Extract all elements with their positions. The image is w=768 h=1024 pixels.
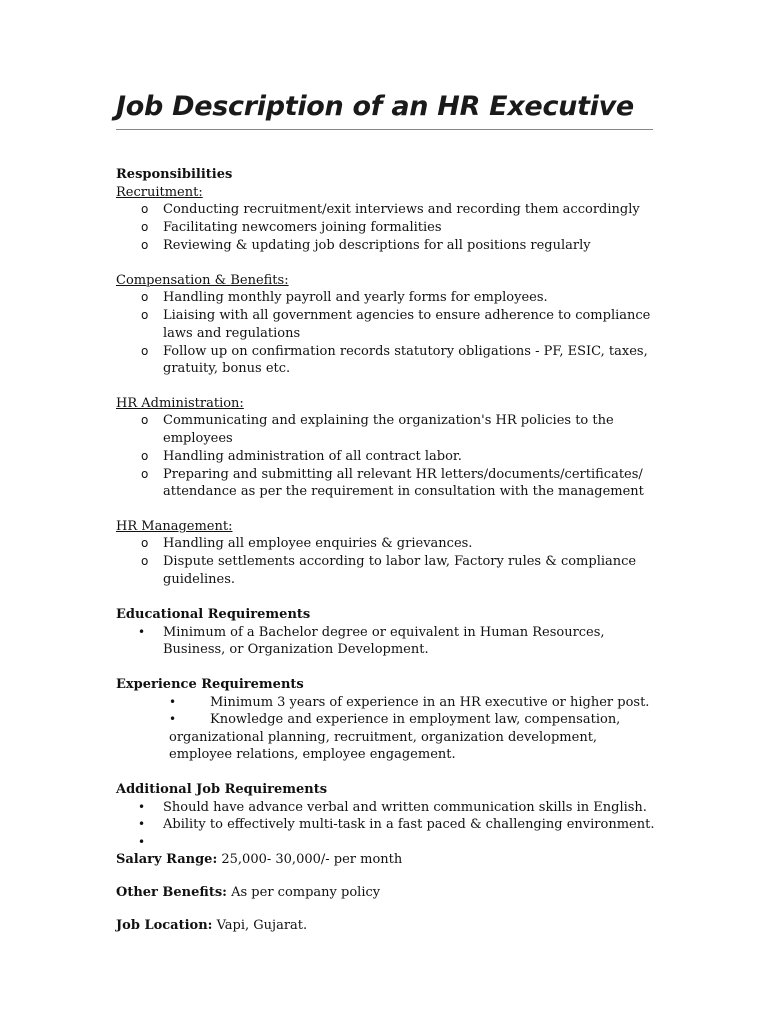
salary-label: Salary Range: <box>116 851 218 867</box>
benefits-value: As per company policy <box>226 884 381 900</box>
document-page <box>116 88 656 935</box>
additional-heading: Additional Job Requirements <box>116 781 328 797</box>
management-subheading: HR Management: <box>116 519 233 534</box>
administration-subheading: HR Administration: <box>116 396 244 411</box>
list-item-empty <box>116 834 656 851</box>
education-section <box>116 606 656 659</box>
list-item: o Preparing and submitting all relevant HR letters/documents/certificates/ attendance as per the requirement in consultation with the management <box>116 466 656 501</box>
list-item: o Reviewing & updating job descriptions for all positions regularly <box>116 237 656 255</box>
list-item: • Minimum of a Bachelor degree or equivalent in Human Resources, Business, or Organization Development. <box>116 624 656 659</box>
list-item: • Ability to effectively multi-task in a fast paced & challenging environment. <box>116 816 656 834</box>
location-label: Job Location: <box>116 917 213 933</box>
recruitment-subheading: Recruitment: <box>116 185 203 200</box>
job-location <box>116 917 656 935</box>
list-item: o Follow up on confirmation records statutory obligations - PF, ESIC, taxes, gratuity, bonus etc. <box>116 343 656 378</box>
list-item-text: Minimum 3 years of experience in an HR executive or higher post. <box>210 694 650 710</box>
list-item: o Handling administration of all contract labor. <box>116 448 656 466</box>
list-item: • Should have advance verbal and written communication skills in English. <box>116 799 656 817</box>
list-item <box>116 711 656 764</box>
document-title: Job Description of an HR Executive <box>116 91 634 122</box>
list-item: o Handling all employee enquiries & grievances. <box>116 535 656 553</box>
benefits-label: Other Benefits: <box>116 884 227 900</box>
compensation-subheading: Compensation & Benefits: <box>116 273 289 288</box>
administration-list <box>116 412 656 501</box>
experience-list <box>116 694 656 764</box>
list-item: o Communicating and explaining the organization's HR policies to the employees <box>116 412 656 447</box>
other-benefits <box>116 884 656 902</box>
list-item-text: Knowledge and experience in employment law, compensation, organizational planning, recruitment, organization development, employee relations, employee engagement. <box>169 712 621 762</box>
additional-list <box>116 799 656 851</box>
responsibilities-heading: Responsibilities <box>116 167 233 182</box>
salary-value: 25,000- 30,000/- per month <box>217 851 403 867</box>
list-item: o Handling monthly payroll and yearly forms for employees. <box>116 289 656 307</box>
recruitment-list <box>116 201 656 255</box>
list-item: o Conducting recruitment/exit interviews and recording them accordingly <box>116 201 656 219</box>
additional-section <box>116 781 656 851</box>
experience-section <box>116 676 656 764</box>
management-list <box>116 535 656 588</box>
list-item: o Dispute settlements according to labor law, Factory rules & compliance guidelines. <box>116 553 656 588</box>
list-item: o Facilitating newcomers joining formalities <box>116 219 656 237</box>
list-item <box>116 694 656 712</box>
list-item: o Liaising with all government agencies to ensure adherence to compliance laws and regulations <box>116 307 656 342</box>
responsibilities-section <box>116 166 656 588</box>
education-heading: Educational Requirements <box>116 606 311 622</box>
location-value: Vapi, Gujarat. <box>212 917 308 933</box>
compensation-list <box>116 289 656 378</box>
education-list <box>116 624 656 659</box>
salary-range <box>116 851 656 869</box>
experience-heading: Experience Requirements <box>116 676 304 692</box>
